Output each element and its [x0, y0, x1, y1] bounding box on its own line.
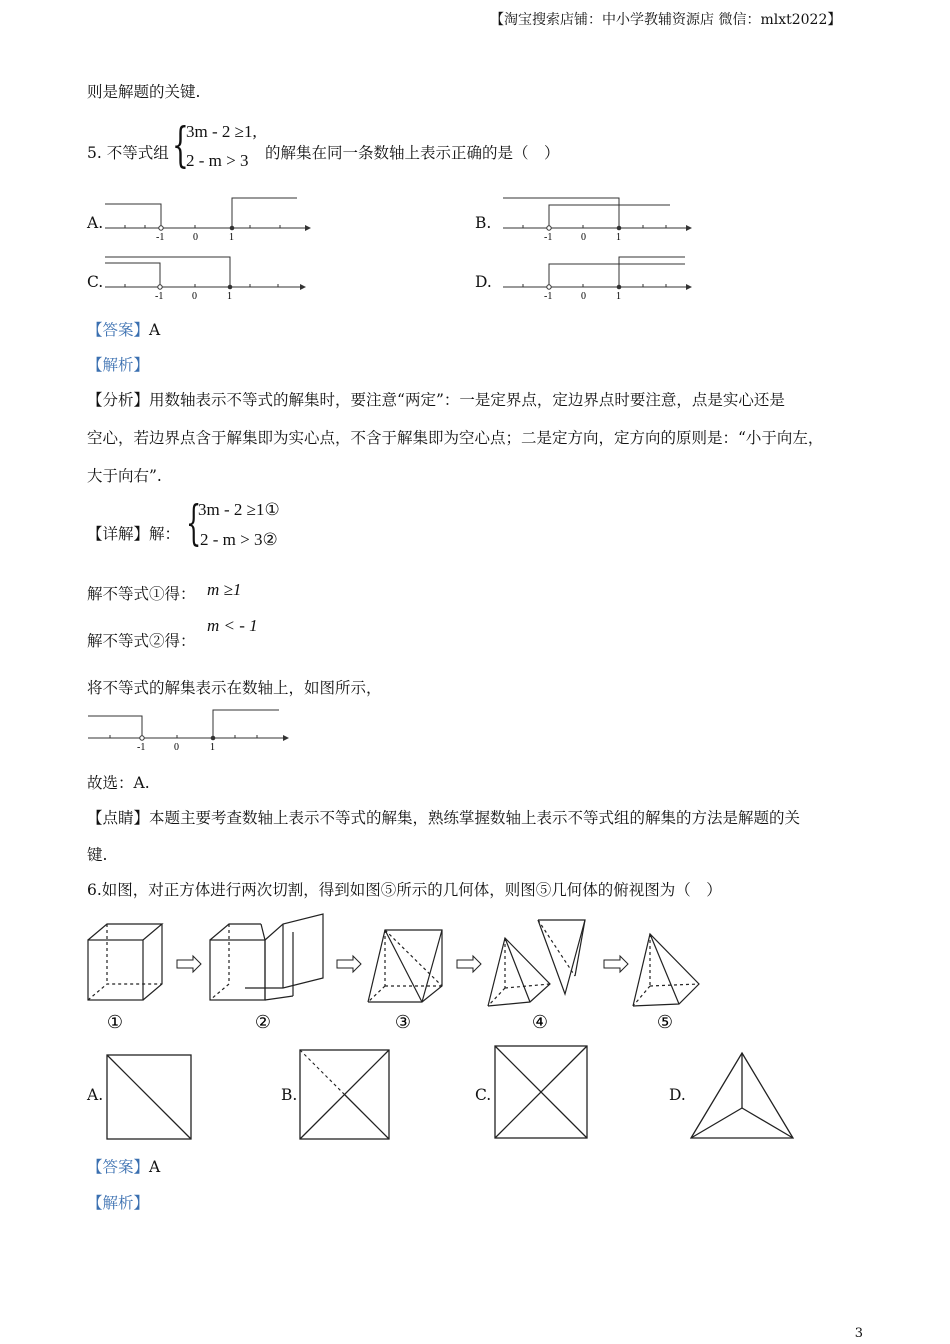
- tick-label: 1: [229, 232, 234, 243]
- q5-fenxi-line1: [87, 390, 785, 410]
- q5-eq2: 2 - m > 3: [186, 151, 249, 170]
- tick-label: -1: [155, 291, 164, 302]
- q5-comment-line1: [87, 808, 800, 828]
- cube-figure-2: [210, 914, 323, 1000]
- prism-figure-3: [368, 930, 442, 1002]
- q5-option-c-numberline: [100, 250, 315, 305]
- q5-represent-text: 将不等式的解集表示在数轴上，如图所示，: [87, 679, 382, 697]
- tick-label: 0: [192, 291, 197, 302]
- q5-option-d-label: D.: [475, 273, 492, 291]
- q5-solve1-math: m ≥1: [207, 580, 242, 599]
- q6-option-d-label: D.: [669, 1086, 686, 1104]
- tick-label: 0: [581, 232, 586, 243]
- q5-fenxi-line2: 空心，若边界点含于解集即为实心点，不含于解集即为空心点；二是定方向，定方向的原则是：“小于向左，: [87, 429, 824, 447]
- detail-eq1: 3m - 2 ≥1①: [198, 500, 280, 519]
- detail-prefix: 解：: [149, 525, 181, 543]
- comment-tag: 【点睛】: [87, 809, 150, 827]
- q5-analysis-tag: 【解析】: [87, 356, 150, 374]
- answer-tag: 【答案】: [87, 321, 150, 339]
- prev-text-line: 则是解题的关键.: [87, 83, 201, 101]
- q5-option-c-label: C.: [87, 273, 104, 291]
- answer-value: A: [149, 1158, 161, 1176]
- q5-choose-text: 故选：A.: [87, 774, 150, 792]
- tick-label: 1: [616, 232, 621, 243]
- q6-answer: [87, 1157, 160, 1177]
- q6-stem: [87, 880, 722, 900]
- q5-option-b-label: B.: [475, 214, 492, 232]
- fenxi-tag: 【分析】: [87, 391, 150, 409]
- answer-tag: 【答案】: [87, 1158, 150, 1176]
- q5-solution-numberline: [85, 700, 300, 758]
- page-number: 3: [854, 1326, 863, 1341]
- comment-text: 本题主要考查数轴上表示不等式的解集，熟练掌握数轴上表示不等式组的解集的方法是解题的关: [149, 809, 801, 827]
- detail-brace: {: [186, 495, 202, 551]
- tick-label: -1: [544, 232, 553, 243]
- q6-option-a-label: A.: [87, 1086, 104, 1104]
- q5-option-a-numberline: [100, 190, 315, 245]
- tick-label: 0: [174, 742, 179, 753]
- q5-solve2-math: m < - 1: [207, 616, 258, 635]
- q5-stem-suffix: 的解集在同一条数轴上表示正确的是（ ）: [265, 144, 560, 162]
- q5-brace: {: [172, 117, 189, 173]
- q5-number-stem: [87, 143, 169, 163]
- tick-label: -1: [156, 232, 165, 243]
- figure-label-2: ②: [254, 1012, 272, 1032]
- tick-label: 1: [210, 742, 215, 753]
- q5-option-a-label: A.: [87, 214, 104, 232]
- q5-fenxi-line3: 大于向右”.: [87, 467, 162, 485]
- q5-detail-tag-line: [87, 524, 180, 544]
- detail-eq2: 2 - m > 3②: [200, 530, 278, 549]
- q5-answer: [87, 320, 160, 340]
- tick-label: -1: [544, 291, 553, 302]
- q6-option-b-label: B.: [281, 1086, 298, 1104]
- q5-eq1: 3m - 2 ≥1,: [186, 122, 257, 141]
- tick-label: 1: [227, 291, 232, 302]
- q6-stem-text: 如图，对正方体进行两次切割，得到如图⑤所示的几何体，则图⑤几何体的俯视图为（ ）: [101, 881, 722, 899]
- pyramid-figure-5: [633, 934, 699, 1006]
- figure-label-5: ⑤: [656, 1012, 674, 1032]
- fenxi-text: 用数轴表示不等式的解集时，要注意“两定”：一是定界点，定边界点时要注意，点是实心还是: [149, 391, 785, 409]
- q5-comment-line2: 键.: [87, 846, 108, 864]
- q6-number: 6.: [87, 881, 102, 899]
- q5-stem-prefix: 不等式组: [106, 144, 169, 162]
- tick-label: -1: [137, 742, 146, 753]
- detail-tag: 【详解】: [87, 525, 150, 543]
- answer-value: A: [149, 321, 161, 339]
- q6-option-c-figure: [493, 1044, 591, 1142]
- figure-label-1: ①: [106, 1012, 124, 1032]
- q6-option-b-figure: [298, 1048, 393, 1143]
- tick-label: 0: [193, 232, 198, 243]
- page-header: 【淘宝搜索店铺：中小学教辅资源店 微信：mlxt2022】: [490, 12, 842, 28]
- q5-option-d-numberline: [498, 250, 698, 305]
- q6-option-d-figure: [688, 1050, 798, 1142]
- q6-analysis-tag: 【解析】: [87, 1194, 150, 1212]
- figure-label-4: ④: [531, 1012, 549, 1032]
- q5-solve1-text: 解不等式①得：: [87, 585, 196, 603]
- pyramid-figure-4: [488, 920, 585, 1006]
- q6-option-a-figure: [105, 1053, 195, 1143]
- q5-number: 5.: [87, 144, 102, 162]
- q6-option-c-label: C.: [475, 1086, 492, 1104]
- tick-label: 0: [581, 291, 586, 302]
- tick-label: 1: [616, 291, 621, 302]
- figure-label-3: ③: [394, 1012, 412, 1032]
- q6-cutting-figures: [85, 912, 715, 1037]
- q5-option-b-numberline: [498, 190, 698, 245]
- q5-solve2-text: 解不等式②得：: [87, 632, 196, 650]
- cube-figure-1: [88, 924, 162, 1000]
